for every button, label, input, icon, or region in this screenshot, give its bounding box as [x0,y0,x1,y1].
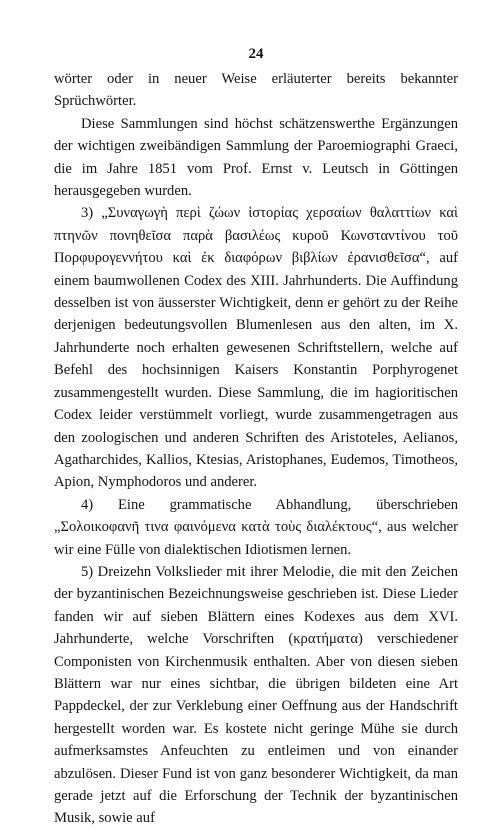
paragraph-5: 5) Dreizehn Volkslieder mit ihrer Melodie, die mit den Zeichen der byzantinischen Bezeichnungsweise geschrieben ist. Diese Lieder fanden wir auf sieben Blättern eines Kodexes aus dem XVI. Jahrhunderte, welche Vorschriften (κρατήματα) verschiedener Componisten von Kirchenmusik enthalten. Aber von diesen sieben Blättern war nur eines sichtbar, die übrigen bildeten eine Art Pappdeckel, der zur Verklebung einer Oeffnung aus der Handschrift hergestellt worden war. Es kostete nicht geringe Mühe sie durch aufmerksamstes Anfeuchten zu entleimen und von einander abzulösen. Dieser Fund ist von ganz besonderer Wichtigkeit, da man gerade jetzt auf die Erforschung der Technik der byzantinischen Musik, sowie auf [54,563,458,827]
paragraph-3: 3) „Συναγωγὴ περὶ ζώων ἱστορίας χερσαίων θαλαττίων καὶ πτηνῶν πονηθεῖσα παρὰ βασιλέως κυροῦ Κωνσταντίνου τοῦ Πορφυρογεννήτου καὶ ἐκ διαφόρων βιβλίων ἐρανισθεῖσα“, auf einem baumwollenen Codex des XIII. Jahrhunderts. Die Auffindung desselben ist von äusserster Wichtigkeit, denn er gehört zu der Reihe derjenigen bedeutungsvollen Blumenlesen aus den alten, im X. Jahrhunderte noch erhalten gewesenen Schriftstellern, welche auf Befehl des hochsinnigen Kaisers Konstantin Porphyrogenet zusammengestellt wurden. Diese Sammlung, die im hagioritischen Codex leider verstümmelt vorliegt, wurde zusammengetragen aus den zoologischen und anderen Schriften des Aristoteles, Aelianos, Agatharchides, Kallios, Ktesias, Aristophanes, Eudemos, Timotheos, Apion, Nymphodoros und anderer. [54,205,458,491]
paragraph-4: 4) Eine grammatische Abhandlung, überschrieben „Σολοικοφανῆ τινα φαινόμενα κατὰ τοὺς διαλέκτους“, aus welcher wir eine Fülle von dialektischen Idiotismen lernen. [54,496,458,558]
paragraph-1: wörter oder in neuer Weise erläuterter bereits bekannter Sprüchwörter. [54,71,458,110]
page-body [54,44,458,830]
page-number: 24 [248,46,264,62]
paragraph-2: Diese Sammlungen sind höchst schätzenswerthe Ergänzungen der wichtigen zweibändigen Sammlung der Paroemiographi Graeci, die im Jahre 1851 vom Prof. Ernst v. Leutsch in Göttingen herausgegeben wurden. [54,115,458,200]
paragraph-list [54,68,458,830]
